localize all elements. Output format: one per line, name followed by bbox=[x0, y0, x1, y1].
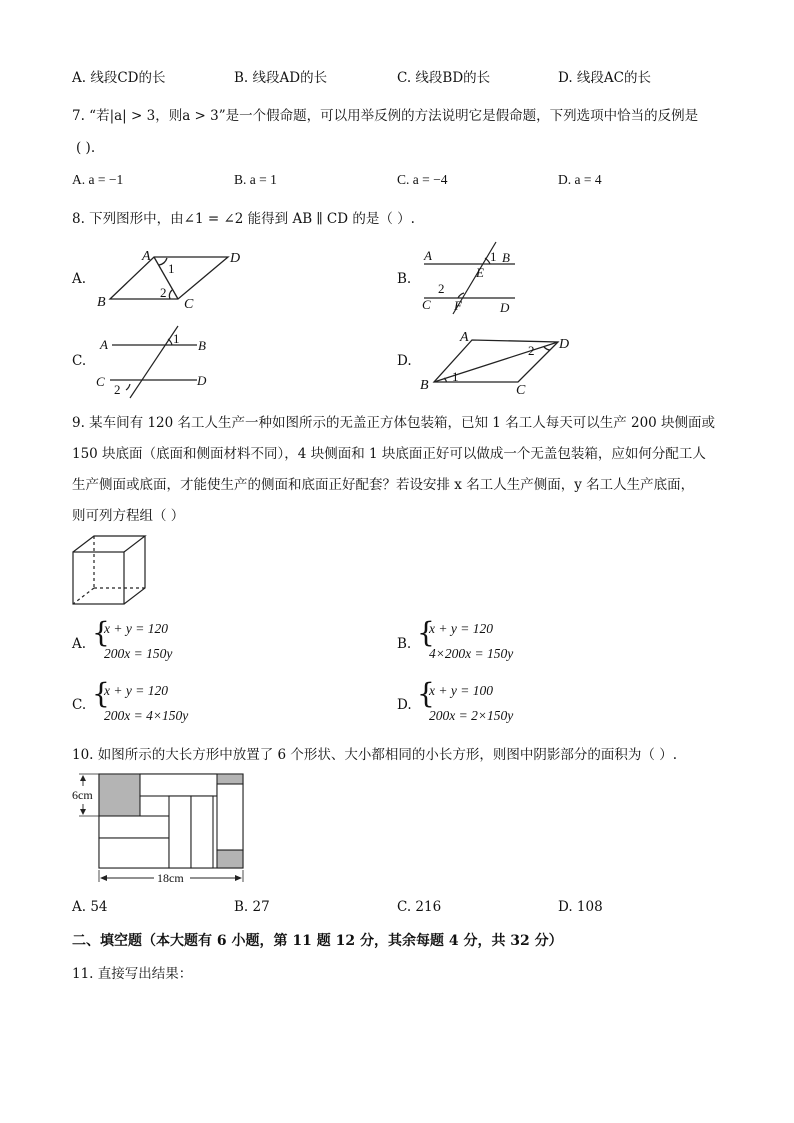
q9-a-eq2: 200x = 150y bbox=[104, 646, 173, 661]
figc-point-a: A bbox=[100, 337, 108, 352]
q8-figure-a bbox=[92, 244, 252, 312]
q7-option-b: B. a = 1 bbox=[234, 172, 277, 187]
q7-stem-line2: ( ). bbox=[76, 140, 96, 156]
figa-point-d: D bbox=[230, 251, 241, 266]
q6-option-c: C. 线段BD的长 bbox=[397, 70, 491, 86]
figb-point-b: B bbox=[502, 250, 510, 265]
figc-angle-2: 2 bbox=[114, 382, 121, 397]
q8-figure-d bbox=[418, 328, 578, 396]
q9-b-eq1: x + y = 120 bbox=[429, 621, 493, 636]
figa-point-b: B bbox=[97, 295, 106, 310]
figd-angle-1: 1 bbox=[452, 369, 459, 384]
q8-stem: 8. 下列图形中，由∠1 = ∠2 能得到 AB ∥ CD 的是（ ）. bbox=[72, 211, 415, 227]
figb-angle-1: 1 bbox=[490, 249, 497, 264]
q10-option-a: A. 54 bbox=[72, 899, 108, 915]
q7-option-a: A. a = −1 bbox=[72, 172, 124, 187]
q9-label-d: D. bbox=[397, 697, 412, 713]
q9-c-eq1: x + y = 120 bbox=[104, 683, 168, 698]
brace-b: { bbox=[417, 616, 435, 649]
figd-point-a: A bbox=[460, 330, 469, 345]
figb-point-d: D bbox=[500, 300, 510, 315]
q8-label-a: A. bbox=[72, 271, 87, 287]
dim-height-label: 6cm bbox=[72, 788, 93, 802]
q9-stem-line1: 9. 某车间有 120 名工人生产一种如图所示的无盖正方体包装箱，已知 1 名工人每天可以生产 200 块侧面或 bbox=[72, 415, 716, 431]
figc-point-b: B bbox=[198, 338, 206, 353]
figb-angle-2: 2 bbox=[438, 281, 445, 296]
q9-b-eq2: 4×200x = 150y bbox=[429, 646, 514, 661]
q8-figure-c bbox=[94, 322, 214, 400]
figd-point-c: C bbox=[516, 383, 526, 396]
q11-stem: 11. 直接写出结果： bbox=[72, 966, 193, 982]
q9-d-eq1: x + y = 100 bbox=[429, 683, 493, 698]
figb-point-c: C bbox=[422, 297, 431, 312]
q9-label-c: C. bbox=[72, 697, 87, 713]
figd-point-d: D bbox=[559, 337, 570, 352]
figb-point-e: E bbox=[476, 265, 484, 280]
q9-label-b: B. bbox=[397, 636, 412, 652]
brace-d: { bbox=[417, 677, 435, 710]
q8-label-c: C. bbox=[72, 353, 87, 369]
q7-option-d: D. a = 4 bbox=[558, 172, 602, 187]
figa-angle-2: 2 bbox=[160, 285, 167, 300]
q10-option-d: D. 108 bbox=[558, 899, 603, 915]
q8-label-b: B. bbox=[397, 271, 412, 287]
q9-stem-line2: 150 块底面（底面和侧面材料不同），4 块侧面和 1 块底面正好可以做成一个无盖包装箱，应如何分配工人 bbox=[72, 446, 706, 462]
figa-angle-1: 1 bbox=[168, 261, 175, 276]
figd-angle-2: 2 bbox=[528, 343, 535, 358]
q10-option-c: C. 216 bbox=[397, 899, 442, 915]
q9-label-a: A. bbox=[72, 636, 87, 652]
q6-option-a: A. 线段CD的长 bbox=[72, 70, 166, 86]
q9-d-eq2: 200x = 2×150y bbox=[429, 708, 514, 723]
figa-point-a: A bbox=[142, 249, 151, 264]
cube-figure bbox=[70, 532, 150, 608]
figc-point-d: D bbox=[197, 373, 207, 388]
q8-label-d: D. bbox=[397, 353, 412, 369]
q9-c-eq2: 200x = 4×150y bbox=[104, 708, 189, 723]
figb-point-a: A bbox=[424, 248, 432, 263]
q6-option-b: B. 线段AD的长 bbox=[234, 70, 328, 86]
figc-point-c: C bbox=[96, 374, 105, 389]
q6-option-d: D. 线段AC的长 bbox=[558, 70, 652, 86]
figa-point-c: C bbox=[184, 297, 194, 312]
figc-angle-1: 1 bbox=[173, 331, 180, 346]
brace-a: { bbox=[92, 616, 110, 649]
q10-stem: 10. 如图所示的大长方形中放置了 6 个形状、大小都相同的小长方形，则图中阴影部分的面积为（ ）. bbox=[72, 747, 678, 763]
q9-stem-line3: 生产侧面或底面，才能使生产的侧面和底面正好配套？若设安排 x 名工人生产侧面，y 名工人生产底面， bbox=[72, 477, 695, 493]
dim-width-label: 18cm bbox=[157, 871, 184, 885]
figb-point-f: F bbox=[454, 298, 462, 313]
section-title: 二、填空题（本大题有 6 小题，第 11 题 12 分，其余每题 4 分，共 32 分） bbox=[72, 933, 563, 949]
rectangle-figure bbox=[70, 770, 250, 890]
q9-a-eq1: x + y = 120 bbox=[104, 621, 168, 636]
q8-figure-b bbox=[418, 238, 528, 318]
q9-stem-line4: 则可列方程组（ ） bbox=[72, 508, 185, 524]
q7-stem-line1: 7. “若|a| > 3，则a > 3”是一个假命题，可以用举反例的方法说明它是假命题，下列选项中恰当的反例是 bbox=[72, 108, 699, 124]
q7-option-c: C. a = −4 bbox=[397, 172, 448, 187]
q10-option-b: B. 27 bbox=[234, 899, 270, 915]
brace-c: { bbox=[92, 677, 110, 710]
figd-point-b: B bbox=[420, 378, 429, 393]
